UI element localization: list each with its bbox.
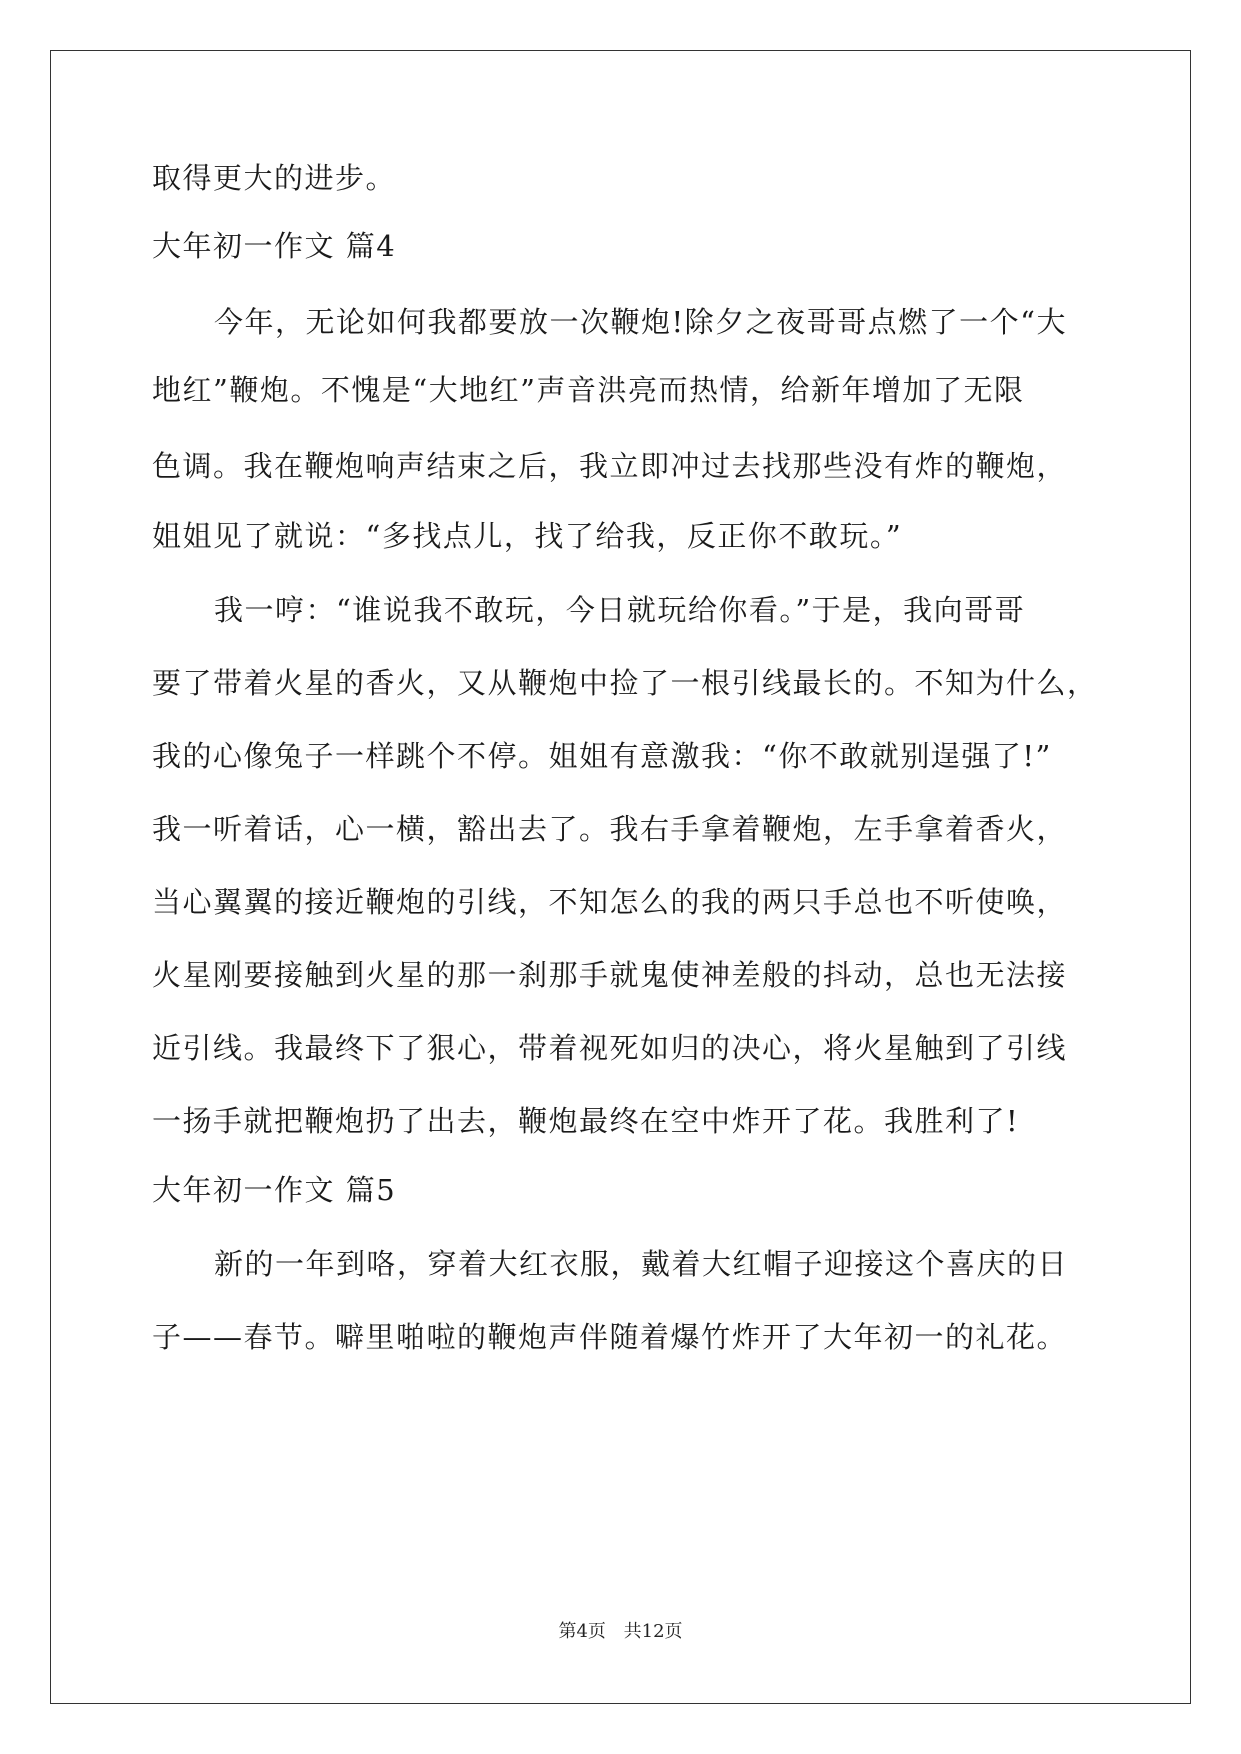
text-line: 当心翼翼的接近鞭炮的引线，不知怎么的我的两只手总也不听使唤， bbox=[152, 885, 1068, 919]
text-line: 一扬手就把鞭炮扔了出去，鞭炮最终在空中炸开了花。我胜利了! bbox=[152, 1104, 1020, 1138]
page-number-current: 第4页 bbox=[558, 1621, 606, 1642]
text-line: 取得更大的进步。 bbox=[152, 161, 397, 195]
page-frame bbox=[50, 50, 1191, 1704]
page-number-total: 共12页 bbox=[623, 1621, 683, 1642]
text-line: 近引线。我最终下了狠心，带着视死如归的决心，将火星触到了引线 bbox=[152, 1031, 1068, 1065]
text-line: 我一哼：“谁说我不敢玩，今日就玩给你看。”于是，我向哥哥 bbox=[214, 593, 1026, 627]
text-line: 新的一年到咯，穿着大红衣服，戴着大红帽子迎接这个喜庆的日 bbox=[214, 1247, 1069, 1281]
text-line: 我的心像兔子一样跳个不停。姐姐有意激我：“你不敢就别逞强了!” bbox=[152, 739, 1052, 773]
text-line: 姐姐见了就说：“多找点儿，找了给我，反正你不敢玩。” bbox=[152, 519, 903, 553]
text-line: 地红”鞭炮。不愧是“大地红”声音洪亮而热情，给新年增加了无限 bbox=[152, 373, 1025, 407]
text-line: 子——春节。噼里啪啦的鞭炮声伴随着爆竹炸开了大年初一的礼花。 bbox=[152, 1320, 1068, 1354]
text-line: 我一听着话，心一横，豁出去了。我右手拿着鞭炮，左手拿着香火， bbox=[152, 812, 1068, 846]
text-line: 要了带着火星的香火，又从鞭炮中捡了一根引线最长的。不知为什么， bbox=[152, 666, 1098, 700]
section-heading: 大年初一作文 篇4 bbox=[152, 229, 397, 263]
section-heading: 大年初一作文 篇5 bbox=[152, 1173, 397, 1207]
text-line: 今年，无论如何我都要放一次鞭炮!除夕之夜哥哥点燃了一个“大 bbox=[214, 305, 1067, 339]
text-line: 色调。我在鞭炮响声结束之后，我立即冲过去找那些没有炸的鞭炮， bbox=[152, 449, 1068, 483]
page-footer bbox=[0, 1620, 1241, 1644]
text-line: 火星刚要接触到火星的那一刹那手就鬼使神差般的抖动，总也无法接 bbox=[152, 958, 1068, 992]
